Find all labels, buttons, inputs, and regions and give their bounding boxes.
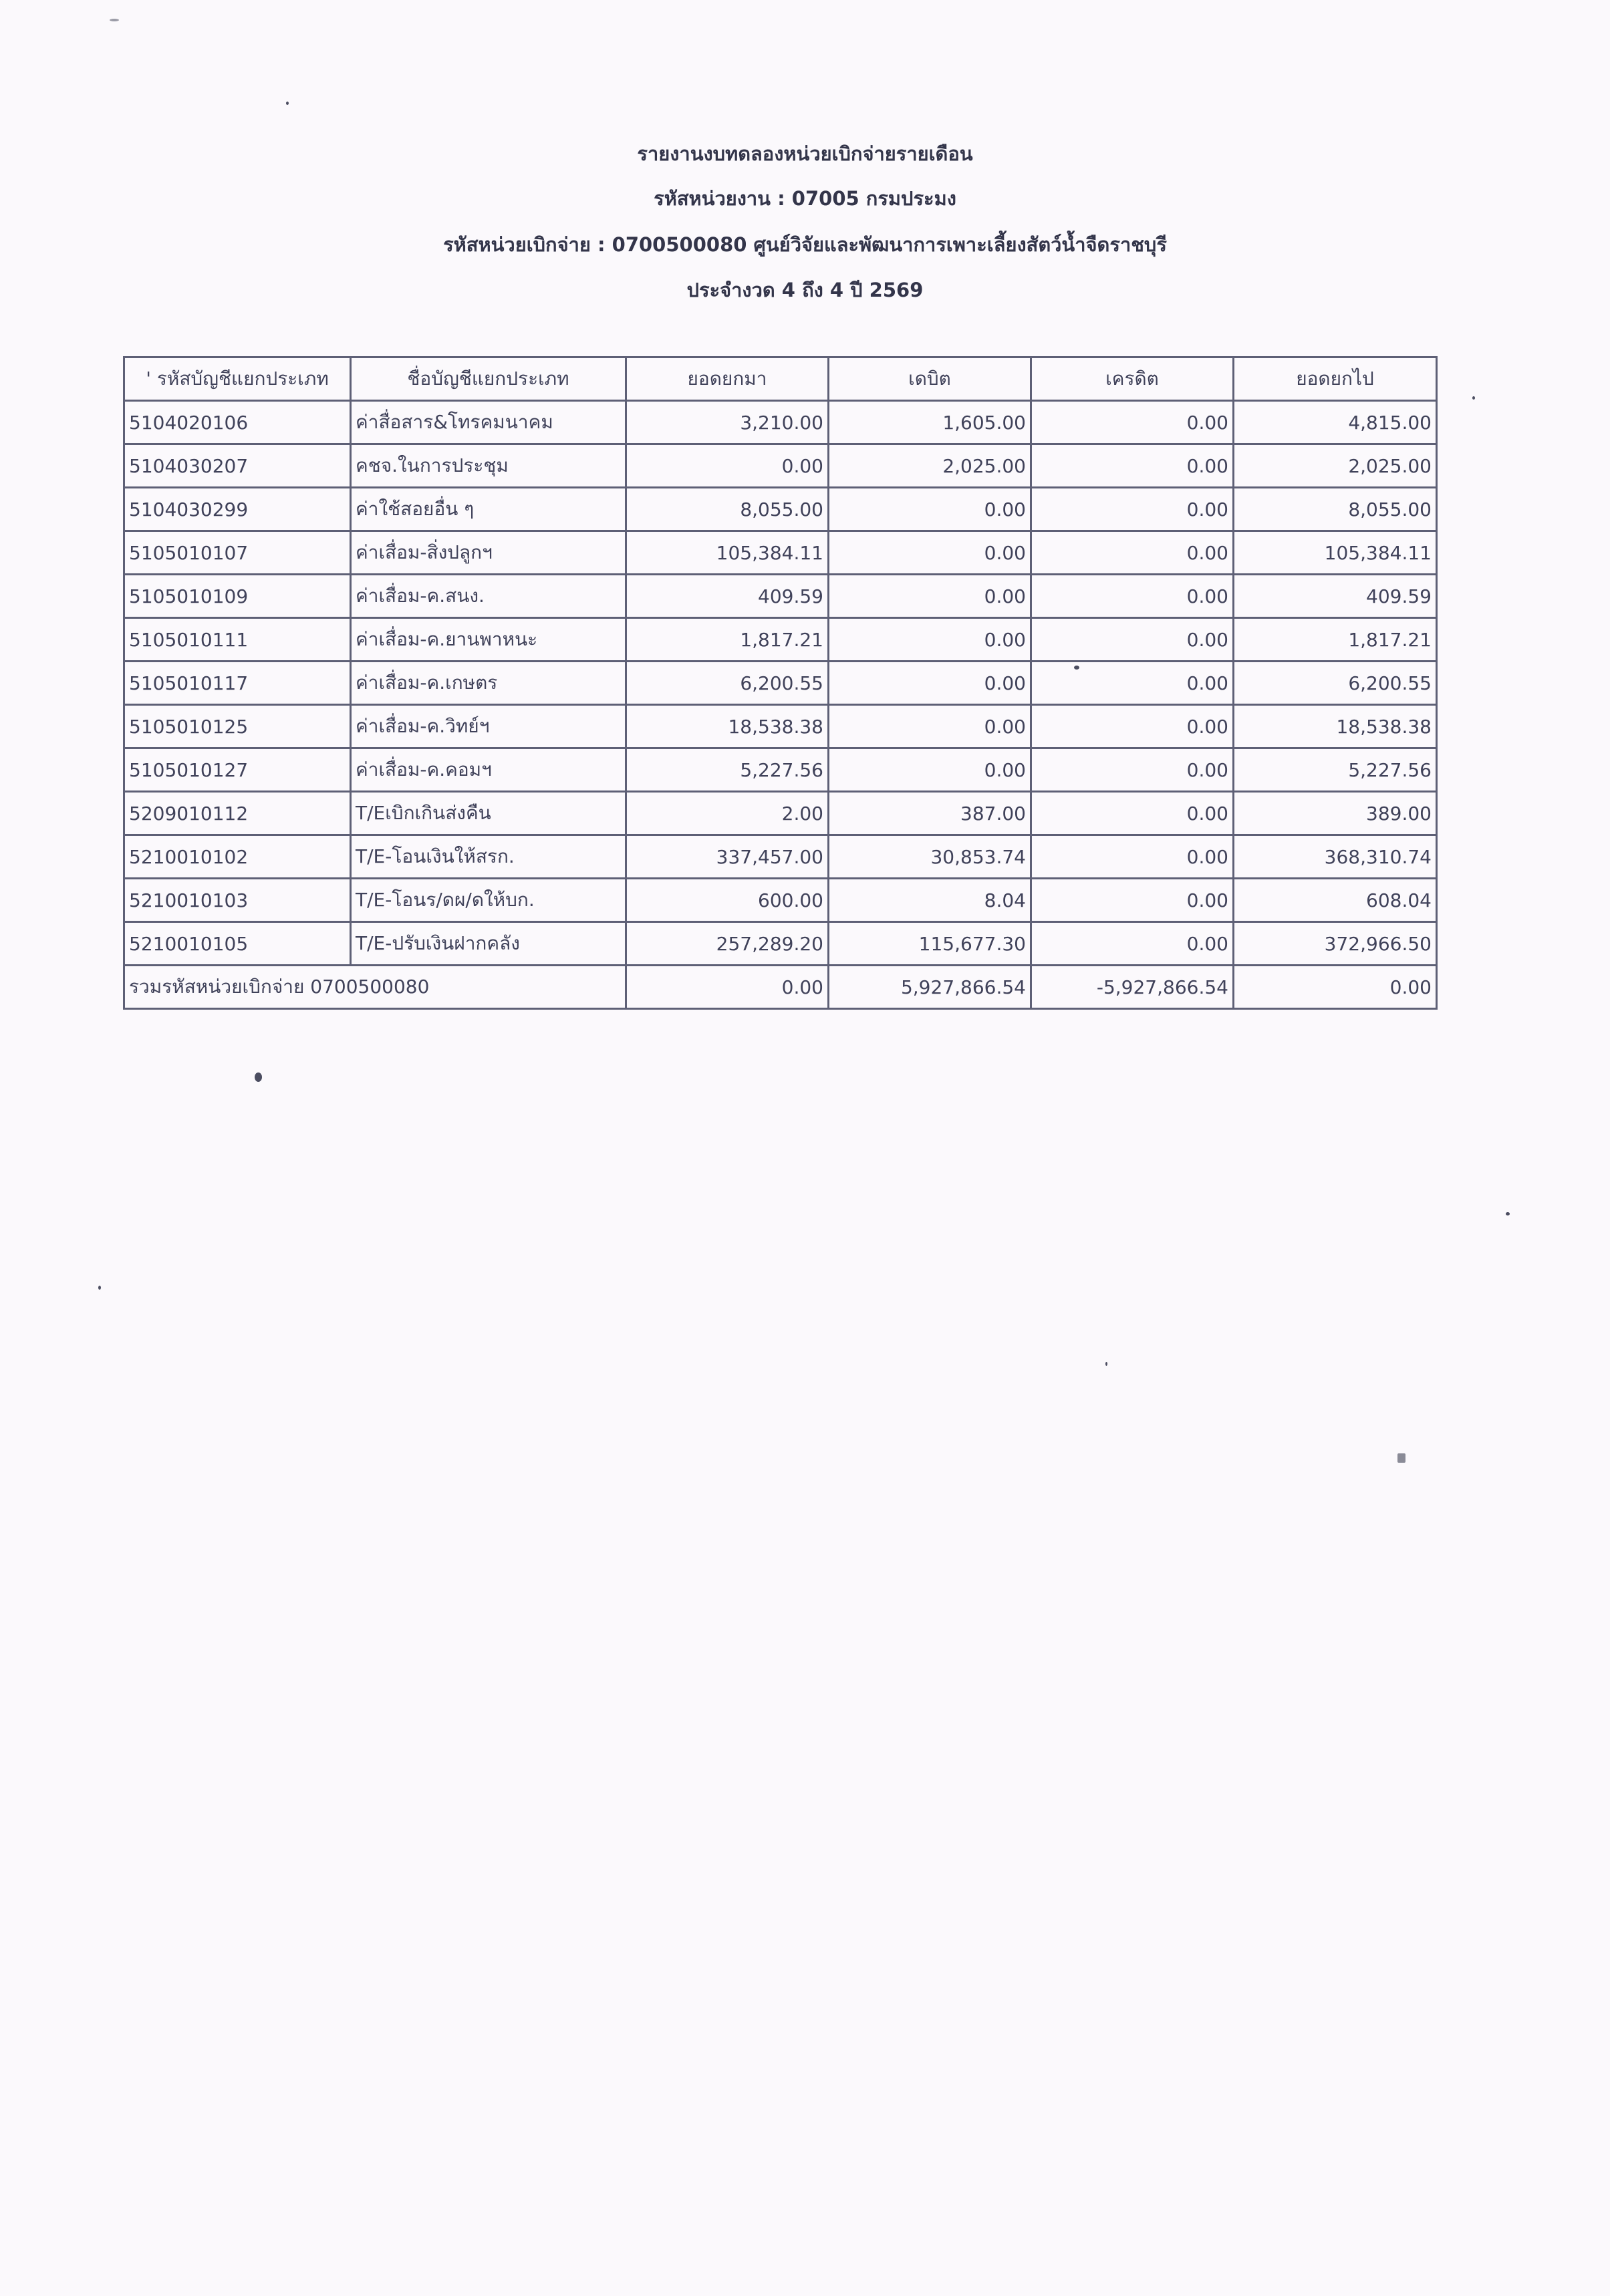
credit-value: 0.00 bbox=[1031, 401, 1234, 444]
credit-value: 0.00 bbox=[1031, 575, 1234, 618]
scan-speck bbox=[1074, 666, 1079, 670]
account-code: 5105010117 bbox=[124, 662, 351, 705]
brought-forward-value: 337,457.00 bbox=[626, 835, 829, 879]
brought-forward-value: 257,289.20 bbox=[626, 922, 829, 966]
table-row bbox=[124, 444, 1437, 488]
account-name: ค่าเสื่อม-ค.คอมฯ bbox=[351, 748, 626, 792]
account-name: T/E-โอนร/ดผ/ดให้บก. bbox=[351, 879, 626, 922]
debit-value: 0.00 bbox=[829, 705, 1031, 748]
header-account-code: ' รหัสบัญชีแยกประเภท bbox=[124, 357, 351, 401]
table-row bbox=[124, 618, 1437, 662]
brought-forward-value: 18,538.38 bbox=[626, 705, 829, 748]
scan-speck bbox=[98, 1286, 101, 1290]
table-row bbox=[124, 835, 1437, 879]
table-row bbox=[124, 879, 1437, 922]
agency-line: รหัสหน่วยงาน : 07005 กรมประมง bbox=[654, 187, 956, 210]
total-row bbox=[124, 966, 1437, 1009]
trial-balance-table-wrap bbox=[123, 356, 1436, 1010]
trial-balance-table bbox=[123, 356, 1438, 1010]
carried-forward-value: 608.04 bbox=[1234, 879, 1437, 922]
credit-value: 0.00 bbox=[1031, 879, 1234, 922]
table-row bbox=[124, 662, 1437, 705]
credit-value: 0.00 bbox=[1031, 444, 1234, 488]
scan-speck bbox=[286, 102, 289, 105]
account-name: ค่าเสื่อม-สิ่งปลูกฯ bbox=[351, 531, 626, 575]
table-row bbox=[124, 705, 1437, 748]
account-name: ค่าเสื่อม-ค.เกษตร bbox=[351, 662, 626, 705]
credit-value: 0.00 bbox=[1031, 531, 1234, 575]
debit-value: 0.00 bbox=[829, 748, 1031, 792]
credit-value: 0.00 bbox=[1031, 488, 1234, 531]
header-credit: เครดิต bbox=[1031, 357, 1234, 401]
brought-forward-value: 8,055.00 bbox=[626, 488, 829, 531]
credit-value: 0.00 bbox=[1031, 792, 1234, 835]
carried-forward-value: 8,055.00 bbox=[1234, 488, 1437, 531]
account-name: ค่าเสื่อม-ค.ยานพาหนะ bbox=[351, 618, 626, 662]
brought-forward-value: 0.00 bbox=[626, 444, 829, 488]
brought-forward-value: 409.59 bbox=[626, 575, 829, 618]
scan-speck bbox=[1506, 1212, 1510, 1215]
scan-speck bbox=[1105, 1362, 1107, 1366]
carried-forward-value: 2,025.00 bbox=[1234, 444, 1437, 488]
debit-value: 115,677.30 bbox=[829, 922, 1031, 966]
header-debit: เดบิต bbox=[829, 357, 1031, 401]
carried-forward-value: 368,310.74 bbox=[1234, 835, 1437, 879]
header-brought-forward: ยอดยกมา bbox=[626, 357, 829, 401]
header-carried-forward: ยอดยกไป bbox=[1234, 357, 1437, 401]
table-row bbox=[124, 401, 1437, 444]
scan-speck bbox=[1472, 396, 1475, 400]
debit-value: 0.00 bbox=[829, 618, 1031, 662]
brought-forward-value: 105,384.11 bbox=[626, 531, 829, 575]
account-code: 5105010109 bbox=[124, 575, 351, 618]
account-name: ค่าใช้สอยอื่น ๆ bbox=[351, 488, 626, 531]
carried-forward-value: 4,815.00 bbox=[1234, 401, 1437, 444]
brought-forward-value: 600.00 bbox=[626, 879, 829, 922]
account-code: 5105010127 bbox=[124, 748, 351, 792]
carried-forward-value: 105,384.11 bbox=[1234, 531, 1437, 575]
debit-value: 1,605.00 bbox=[829, 401, 1031, 444]
carried-forward-value: 409.59 bbox=[1234, 575, 1437, 618]
account-code: 5210010102 bbox=[124, 835, 351, 879]
table-row bbox=[124, 792, 1437, 835]
total-carried-forward: 0.00 bbox=[1234, 966, 1437, 1009]
account-code: 5210010105 bbox=[124, 922, 351, 966]
credit-value: 0.00 bbox=[1031, 922, 1234, 966]
brought-forward-value: 6,200.55 bbox=[626, 662, 829, 705]
account-code: 5104030299 bbox=[124, 488, 351, 531]
debit-value: 8.04 bbox=[829, 879, 1031, 922]
debit-value: 387.00 bbox=[829, 792, 1031, 835]
header-account-name: ชื่อบัญชีแยกประเภท bbox=[351, 357, 626, 401]
period-line: ประจำงวด 4 ถึง 4 ปี 2569 bbox=[686, 279, 924, 301]
carried-forward-value: 5,227.56 bbox=[1234, 748, 1437, 792]
debit-value: 0.00 bbox=[829, 575, 1031, 618]
total-debit: 5,927,866.54 bbox=[829, 966, 1031, 1009]
carried-forward-value: 389.00 bbox=[1234, 792, 1437, 835]
carried-forward-value: 1,817.21 bbox=[1234, 618, 1437, 662]
debit-value: 30,853.74 bbox=[829, 835, 1031, 879]
disbursing-unit-line: รหัสหน่วยเบิกจ่าย : 0700500080 ศูนย์วิจัยและพัฒนาการเพาะเลี้ยงสัตว์น้ำจืดราชบุรี bbox=[443, 233, 1167, 256]
table-row bbox=[124, 922, 1437, 966]
debit-value: 0.00 bbox=[829, 488, 1031, 531]
table-row bbox=[124, 488, 1437, 531]
table-row bbox=[124, 575, 1437, 618]
debit-value: 0.00 bbox=[829, 531, 1031, 575]
account-name: T/E-โอนเงินให้สรก. bbox=[351, 835, 626, 879]
credit-value: 0.00 bbox=[1031, 662, 1234, 705]
table-row bbox=[124, 748, 1437, 792]
account-name: ค่าเสื่อม-ค.สนง. bbox=[351, 575, 626, 618]
debit-value: 2,025.00 bbox=[829, 444, 1031, 488]
credit-value: 0.00 bbox=[1031, 835, 1234, 879]
carried-forward-value: 6,200.55 bbox=[1234, 662, 1437, 705]
table-row bbox=[124, 531, 1437, 575]
account-code: 5105010111 bbox=[124, 618, 351, 662]
scan-speck bbox=[1397, 1453, 1405, 1463]
credit-value: 0.00 bbox=[1031, 748, 1234, 792]
account-name: ค่าเสื่อม-ค.วิทย์ฯ bbox=[351, 705, 626, 748]
total-label: รวมรหัสหน่วยเบิกจ่าย 0700500080 bbox=[124, 966, 626, 1009]
account-name: ค่าสื่อสาร&โทรคมนาคม bbox=[351, 401, 626, 444]
account-name: T/Eเบิกเกินส่งคืน bbox=[351, 792, 626, 835]
report-title: รายงานงบทดลองหน่วยเบิกจ่ายรายเดือน bbox=[637, 142, 973, 165]
scan-speck bbox=[110, 19, 119, 21]
debit-value: 0.00 bbox=[829, 662, 1031, 705]
credit-value: 0.00 bbox=[1031, 618, 1234, 662]
brought-forward-value: 5,227.56 bbox=[626, 748, 829, 792]
account-code: 5210010103 bbox=[124, 879, 351, 922]
total-brought-forward: 0.00 bbox=[626, 966, 829, 1009]
credit-value: 0.00 bbox=[1031, 705, 1234, 748]
brought-forward-value: 3,210.00 bbox=[626, 401, 829, 444]
account-code: 5105010107 bbox=[124, 531, 351, 575]
account-name: คชจ.ในการประชุม bbox=[351, 444, 626, 488]
account-code: 5209010112 bbox=[124, 792, 351, 835]
account-code: 5104030207 bbox=[124, 444, 351, 488]
account-code: 5105010125 bbox=[124, 705, 351, 748]
brought-forward-value: 2.00 bbox=[626, 792, 829, 835]
account-code: 5104020106 bbox=[124, 401, 351, 444]
carried-forward-value: 18,538.38 bbox=[1234, 705, 1437, 748]
table-header-row bbox=[124, 357, 1437, 401]
carried-forward-value: 372,966.50 bbox=[1234, 922, 1437, 966]
total-credit: -5,927,866.54 bbox=[1031, 966, 1234, 1009]
brought-forward-value: 1,817.21 bbox=[626, 618, 829, 662]
scan-speck bbox=[255, 1072, 262, 1082]
account-name: T/E-ปรับเงินฝากคลัง bbox=[351, 922, 626, 966]
